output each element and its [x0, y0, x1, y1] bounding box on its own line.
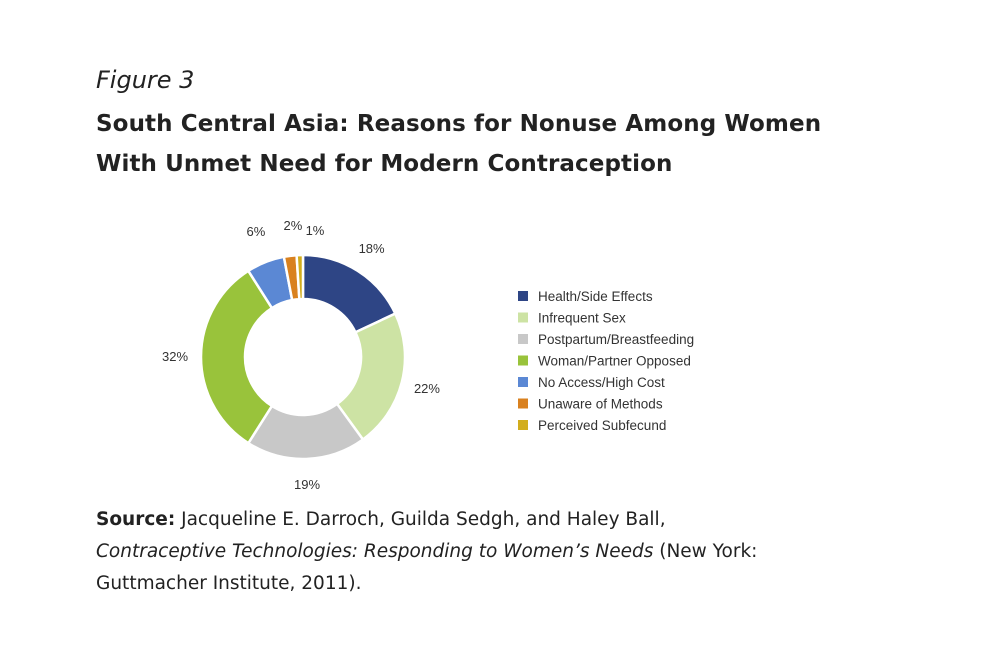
legend-swatch-unaware-of-methods	[518, 399, 528, 409]
source-book-title: Contraceptive Technologies: Responding to Women’s Needs	[96, 541, 654, 562]
source-label: Source:	[96, 509, 176, 530]
data-label-health-side-effects: 18%	[358, 240, 385, 256]
figure-label: Figure 3	[96, 66, 195, 94]
data-label-infrequent-sex: 22%	[413, 380, 440, 396]
legend-label-infrequent-sex: Infrequent Sex	[538, 310, 626, 326]
legend-swatch-perceived-subfecund	[518, 420, 528, 430]
donut-chart-svg	[150, 218, 770, 492]
legend-label-postpartum-breastfeeding: Postpartum/Breastfeeding	[538, 332, 695, 347]
legend-label-health-side-effects: Health/Side Effects	[538, 289, 653, 304]
legend-swatch-postpartum-breastfeeding	[518, 334, 528, 344]
chart-title	[96, 104, 876, 184]
source-publisher: (New York: Guttmacher Institute, 2011).	[96, 541, 758, 594]
slice-woman-partner-opposed	[201, 271, 272, 443]
chart-title-line-1: South Central Asia: Reasons for Nonuse Among Women	[96, 111, 822, 137]
legend-swatch-woman-partner-opposed	[518, 356, 528, 366]
legend-swatch-infrequent-sex	[518, 313, 528, 323]
donut-chart	[150, 218, 770, 492]
legend-swatch-health-side-effects	[518, 291, 528, 301]
source-authors: Jacqueline E. Darroch, Guilda Sedgh, and Haley Ball,	[181, 509, 666, 530]
legend-label-perceived-subfecund: Perceived Subfecund	[538, 418, 667, 433]
data-label-perceived-subfecund: 1%	[305, 223, 325, 239]
chart-title-line-2: With Unmet Need for Modern Contraception	[96, 151, 673, 177]
data-label-woman-partner-opposed: 32%	[161, 349, 189, 364]
data-label-postpartum-breastfeeding: 19%	[294, 476, 321, 492]
data-label-no-access-high-cost: 6%	[246, 223, 266, 239]
source-note	[96, 504, 856, 600]
legend-swatch-no-access-high-cost	[518, 377, 528, 387]
legend-label-unaware-of-methods: Unaware of Methods	[538, 396, 663, 412]
data-label-unaware-of-methods: 2%	[283, 218, 303, 234]
legend-label-woman-partner-opposed: Woman/Partner Opposed	[538, 353, 691, 369]
legend-label-no-access-high-cost: No Access/High Cost	[538, 375, 665, 390]
